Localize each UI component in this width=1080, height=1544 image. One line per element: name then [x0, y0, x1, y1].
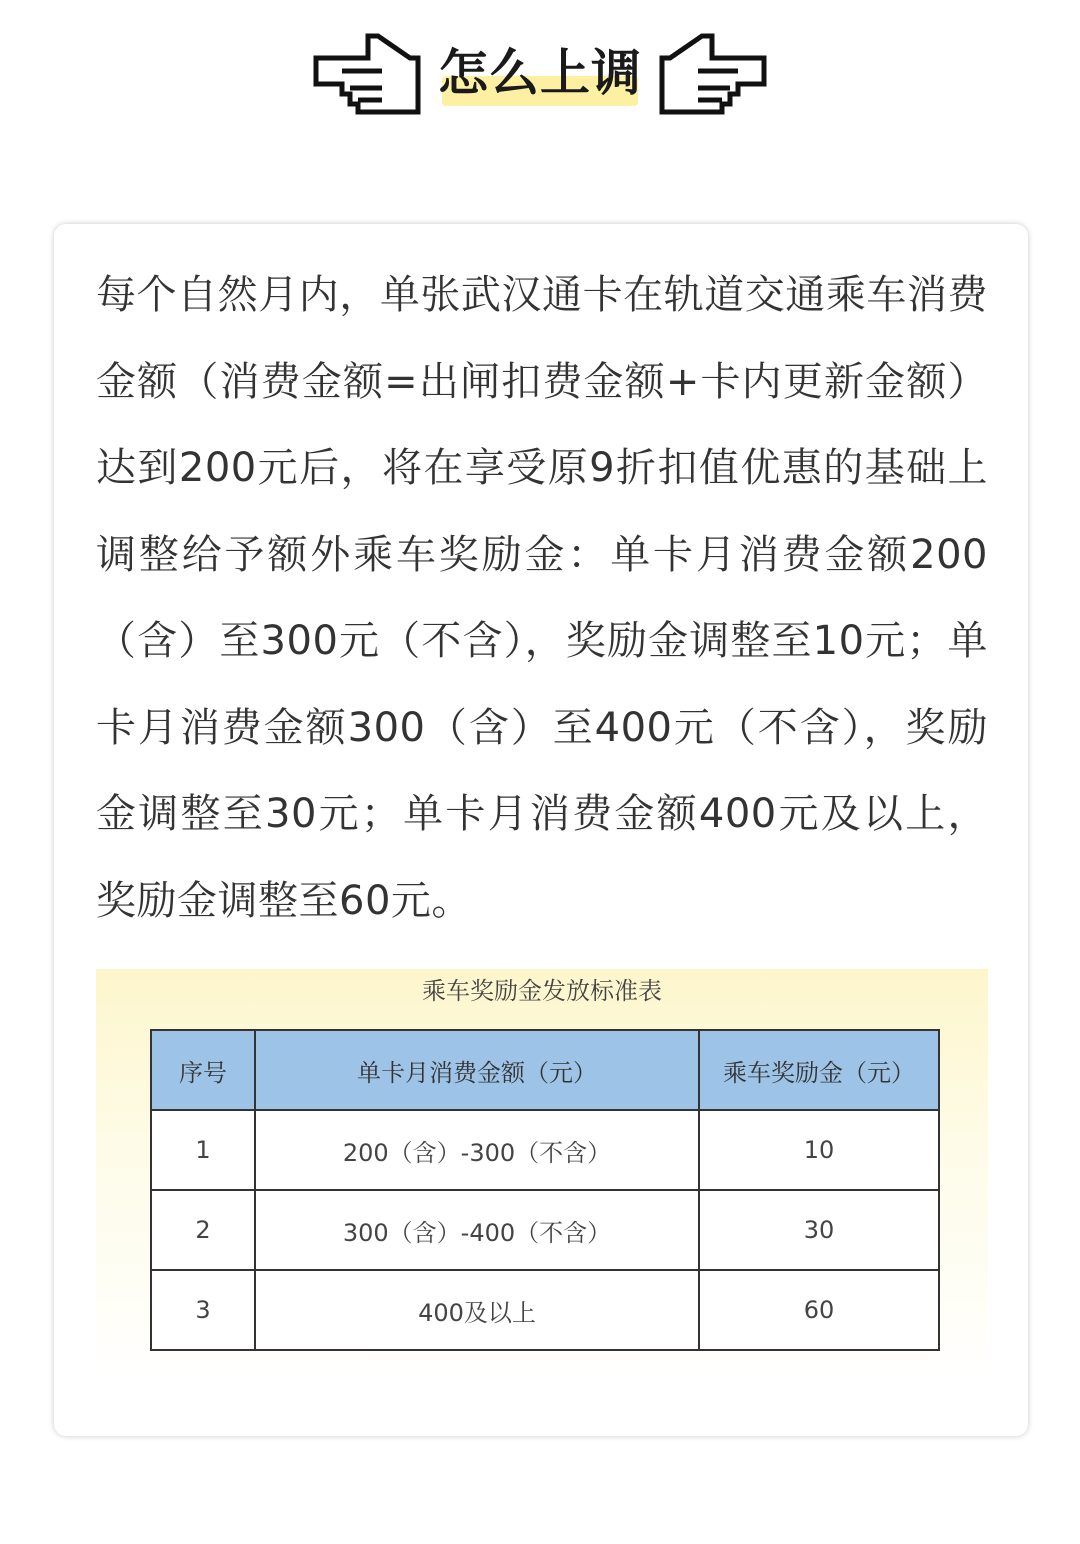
- table-row: [151, 1270, 939, 1350]
- cell-monthly-spend: 400及以上: [255, 1270, 699, 1350]
- reward-standard-table: [150, 1029, 940, 1351]
- cell-reward: 10: [699, 1110, 939, 1190]
- cell-reward: 60: [699, 1270, 939, 1350]
- table-caption: 乘车奖励金发放标准表: [422, 977, 662, 1005]
- section-header: [0, 22, 1080, 122]
- header-index: 序号: [151, 1030, 255, 1110]
- reward-table-section: [96, 969, 988, 1384]
- pointing-hand-right-icon: [310, 28, 430, 118]
- body-paragraph: 每个自然月内，单张武汉通卡在轨道交通乘车消费金额（消费金额=出闸扣费金额+卡内更新金额）达到200元后，将在享受原9折扣值优惠的基础上调整给予额外乘车奖励金：单卡月消费金额200（含）至300元（不含），奖励金调整至10元；单卡月消费金额300（含）至400元（不含），奖励金调整至30元；单卡月消费金额400元及以上，奖励金调整至60元。: [96, 272, 988, 924]
- table-row: [151, 1110, 939, 1190]
- cell-index: 1: [151, 1110, 255, 1190]
- cell-monthly-spend: 300（含）-400（不含）: [255, 1190, 699, 1270]
- content-card: [54, 224, 1028, 1436]
- cell-index: 3: [151, 1270, 255, 1350]
- table-row: [151, 1190, 939, 1270]
- cell-reward: 30: [699, 1190, 939, 1270]
- table-header-row: [151, 1030, 939, 1110]
- pointing-hand-left-icon: [650, 28, 770, 118]
- cell-index: 2: [151, 1190, 255, 1270]
- cell-monthly-spend: 200（含）-300（不含）: [255, 1110, 699, 1190]
- header-monthly-spend: 单卡月消费金额（元）: [255, 1030, 699, 1110]
- title-block: [430, 36, 650, 112]
- page-title: 怎么上调: [438, 44, 642, 102]
- header-reward: 乘车奖励金（元）: [699, 1030, 939, 1110]
